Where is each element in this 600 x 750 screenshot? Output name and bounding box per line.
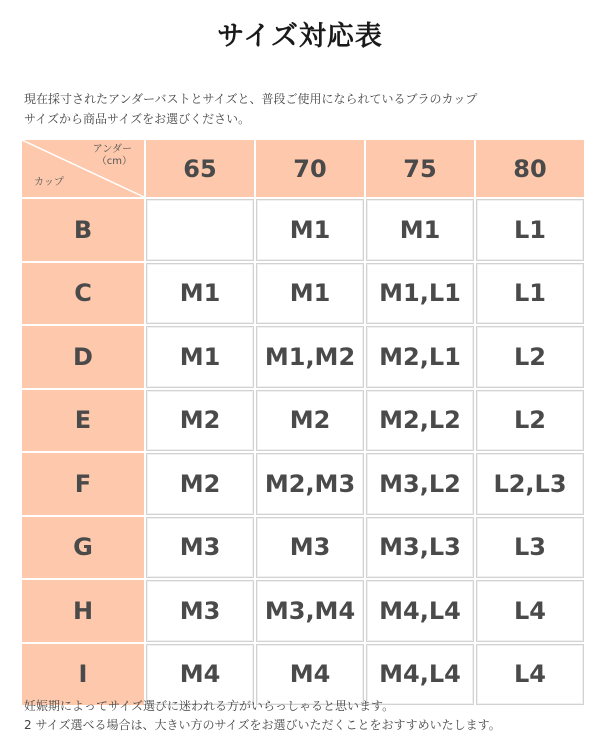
size-cell-F-65: M2 <box>146 453 254 515</box>
size-cell-F-80: L2,L3 <box>476 453 584 515</box>
size-cell-F-75: M3,L2 <box>366 453 474 515</box>
size-cell-C-70: M1 <box>256 263 364 325</box>
row-header-H: H <box>22 580 144 642</box>
size-table <box>22 140 583 693</box>
size-cell-D-75: M2,L1 <box>366 326 474 388</box>
row-header-F: F <box>22 453 144 515</box>
size-cell-E-70: M2 <box>256 390 364 452</box>
column-header-80: 80 <box>476 140 584 197</box>
size-cell-G-80: L3 <box>476 517 584 579</box>
size-cell-C-80: L1 <box>476 263 584 325</box>
size-cell-B-75: M1 <box>366 199 474 261</box>
size-cell-B-80: L1 <box>476 199 584 261</box>
corner-label-under <box>93 144 132 168</box>
size-cell-B-65 <box>146 199 254 261</box>
size-cell-C-75: M1,L1 <box>366 263 474 325</box>
size-cell-G-70: M3 <box>256 517 364 579</box>
table-corner-header <box>22 140 144 197</box>
page-title: サイズ対応表 <box>217 21 383 52</box>
row-header-G: G <box>22 517 144 579</box>
size-cell-E-80: L2 <box>476 390 584 452</box>
size-cell-B-70: M1 <box>256 199 364 261</box>
column-header-70: 70 <box>256 140 364 197</box>
note-line-2: 2 サイズ選べる場合は、大きい方のサイズをお選びいただくことをおすすめいたします。 <box>24 718 501 732</box>
intro-text <box>24 89 584 129</box>
size-cell-I-70: M4 <box>256 644 364 706</box>
size-cell-E-75: M2,L2 <box>366 390 474 452</box>
size-cell-I-80: L4 <box>476 644 584 706</box>
size-cell-F-70: M2,M3 <box>256 453 364 515</box>
row-header-C: C <box>22 263 144 325</box>
size-cell-H-70: M3,M4 <box>256 580 364 642</box>
size-cell-D-70: M1,M2 <box>256 326 364 388</box>
size-cell-H-75: M4,L4 <box>366 580 474 642</box>
size-cell-G-65: M3 <box>146 517 254 579</box>
row-header-B: B <box>22 199 144 261</box>
row-header-E: E <box>22 390 144 452</box>
intro-line-2: サイズから商品サイズをお選びください。 <box>24 112 251 126</box>
size-cell-C-65: M1 <box>146 263 254 325</box>
size-cell-I-65: M4 <box>146 644 254 706</box>
size-cell-H-80: L4 <box>476 580 584 642</box>
column-header-65: 65 <box>146 140 254 197</box>
size-cell-E-65: M2 <box>146 390 254 452</box>
note-line-1: 妊娠期によってサイズ選びに迷われる方がいらっしゃると思います。 <box>24 699 395 713</box>
corner-label-cup: カップ <box>34 177 64 188</box>
size-cell-D-65: M1 <box>146 326 254 388</box>
intro-line-1: 現在採寸されたアンダーバストとサイズと、普段ご使用になられているブラのカップ <box>24 92 478 106</box>
row-header-I: I <box>22 644 144 706</box>
corner-unit-text: （cm） <box>96 156 132 167</box>
row-header-D: D <box>22 326 144 388</box>
size-cell-I-75: M4,L4 <box>366 644 474 706</box>
corner-under-text: アンダー <box>92 144 132 155</box>
column-header-75: 75 <box>366 140 474 197</box>
size-cell-G-75: M3,L3 <box>366 517 474 579</box>
size-cell-H-65: M3 <box>146 580 254 642</box>
size-cell-D-80: L2 <box>476 326 584 388</box>
